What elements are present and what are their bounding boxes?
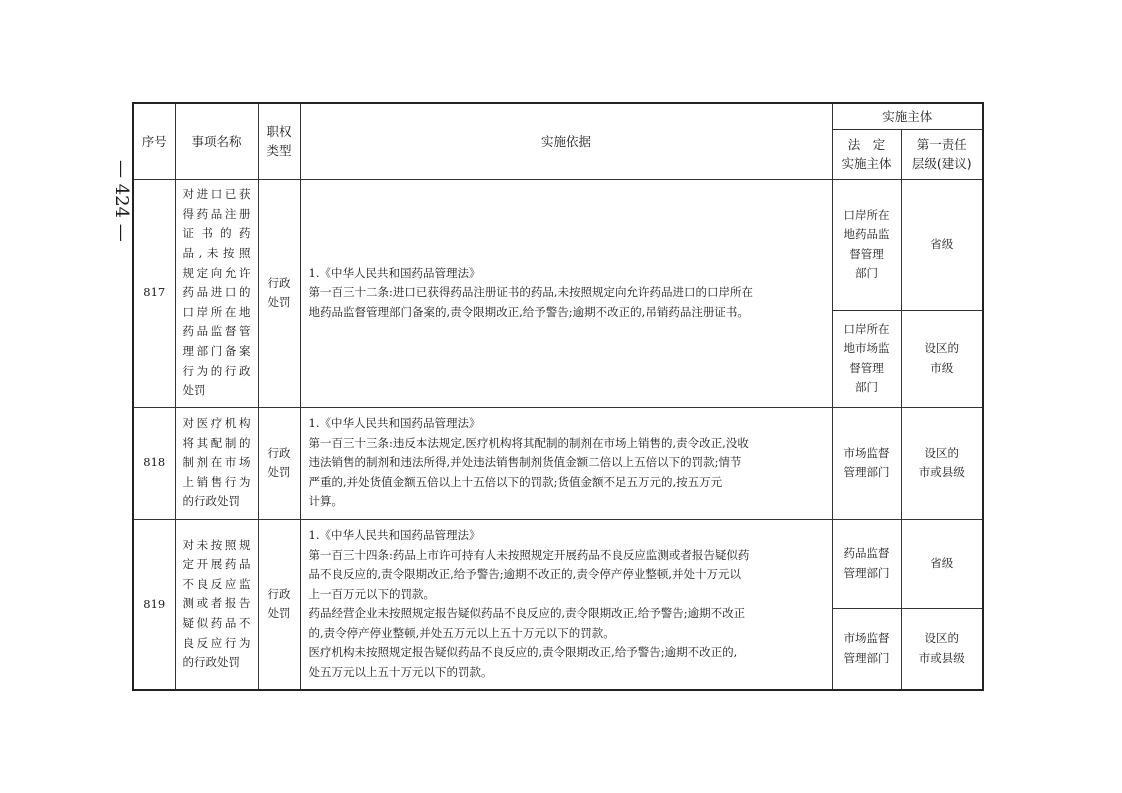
legal-basis-line: 1.《中华人民共和国药品管理法》: [308, 416, 481, 431]
legal-basis-cell: [300, 519, 832, 690]
legal-basis-line: 第一百三十三条:违反本法规定,医疗机构将其配制的制剂在市场上销售的,责令改正,没收: [308, 435, 749, 450]
legal-basis-line: 药品经营企业未按照规定报告疑似药品不良反应的,责令限期改正,给予警告;逾期不改正: [308, 606, 746, 621]
responsibility-level-cell: [901, 179, 983, 310]
item-name-line: 定开展药品: [182, 557, 251, 572]
item-name-line: 理部门备案: [182, 343, 251, 358]
serial-number-cell: 818: [133, 407, 175, 519]
header-responsibility-level-line: 层级(建议): [911, 156, 972, 171]
authority-type-line: 行政: [267, 445, 291, 460]
legal-basis-line: 的,责令停产停业整顿,并处五万元以上五十万元以下的罚款。: [308, 625, 615, 640]
legal-basis-line: 第一百三十二条:进口已获得药品注册证书的药品,未按照规定向允许药品进口的口岸所在: [308, 285, 754, 300]
authority-type-line: 处罚: [267, 295, 291, 309]
legal-basis-line: 处五万元以上五十万元以下的罚款。: [308, 664, 493, 679]
authority-type-line: 处罚: [267, 606, 291, 621]
legal-subject-line: 督管理: [849, 360, 884, 375]
header-authority-type-line: 职权: [266, 124, 292, 140]
item-name-cell: [175, 179, 258, 407]
header-authority-type: [258, 103, 300, 179]
table-row: [133, 179, 983, 310]
legal-subject-line: 口岸所在: [843, 207, 890, 222]
legal-subject-line: 口岸所在: [843, 321, 890, 336]
responsibility-level-cell: [901, 310, 983, 407]
legal-subject-cell: [832, 179, 901, 310]
item-name-line: 处罚: [182, 383, 206, 398]
responsibility-level-line: 省级: [930, 555, 954, 570]
legal-subject-line: 管理部门: [843, 565, 890, 580]
responsibility-level-cell: [901, 608, 983, 690]
header-authority-type-line: 类型: [266, 143, 292, 159]
authority-type-cell: [258, 519, 300, 690]
item-name-line: 不良反应监: [182, 576, 251, 591]
legal-subject-cell: [832, 608, 901, 690]
responsibility-level-line: 市级: [930, 360, 954, 375]
legal-subject-cell: [832, 407, 901, 519]
item-name-line: 的行政处罚: [182, 494, 240, 509]
responsibility-level-cell: [901, 407, 983, 519]
authority-type-cell: [258, 179, 300, 407]
header-implementing-subject: 实施主体: [832, 103, 983, 129]
header-legal-subject-line: 法 定: [847, 137, 886, 152]
legal-basis-line: 1.《中华人民共和国药品管理法》: [308, 528, 481, 543]
legal-basis-line: 上一百万元以下的罚款。: [308, 586, 435, 601]
item-name-line: 制剂在市场: [182, 455, 251, 470]
responsibility-level-line: 设区的: [924, 341, 959, 355]
enforcement-items-table: [132, 102, 984, 691]
item-name-line: 药品监督管: [182, 324, 251, 339]
legal-basis-line: 品不良反应的,责令限期改正,给予警告;逾期不改正的,责令停产停业整顿,并处十万元以: [308, 567, 741, 582]
legal-subject-line: 部门: [855, 380, 878, 394]
item-name-cell: [175, 407, 258, 519]
legal-subject-line: 管理部门: [843, 650, 890, 665]
page-number: — 424 —: [111, 160, 132, 242]
legal-basis-line: 严重的,并处货值金额五倍以上十五倍以下的罚款;货值金额不足五万元的,按五万元: [308, 474, 723, 489]
header-responsibility-level: [901, 129, 983, 179]
legal-basis-line: 1.《中华人民共和国药品管理法》: [308, 265, 481, 280]
item-name-line: 口岸所在地: [182, 304, 251, 319]
legal-subject-line: 市场监督: [843, 445, 890, 460]
legal-basis-cell: [300, 407, 832, 519]
legal-basis-line: 地药品监督管理部门备案的,责令限期改正,给予警告;逾期不改正的,吊销药品注册证书。: [308, 304, 749, 319]
responsibility-level-line: 设区的: [924, 445, 959, 460]
responsibility-level-line: 市或县级: [918, 650, 965, 665]
item-name-line: 对医疗机构: [182, 416, 251, 431]
header-legal-subject: [832, 129, 901, 179]
legal-basis-line: 第一百三十四条:药品上市许可持有人未按照规定开展药品不良反应监测或者报告疑似药: [308, 547, 750, 562]
item-name-line: 良反应行为: [182, 635, 251, 650]
serial-number-cell: 817: [133, 179, 175, 407]
item-name-line: 疑似药品不: [182, 616, 251, 631]
legal-subject-line: 管理部门: [843, 465, 890, 479]
legal-basis-line: 违法销售的制剂和违法所得,并处违法销售制剂货值金额二倍以上五倍以下的罚款;情节: [308, 455, 742, 470]
authority-type-line: 行政: [267, 586, 291, 601]
item-name-line: 品,未按照: [182, 246, 251, 261]
item-name-line: 将其配制的: [182, 435, 251, 450]
table-row: [133, 407, 983, 519]
authority-type-cell: [258, 407, 300, 519]
table-row: [133, 519, 983, 608]
item-name-line: 的行政处罚: [182, 655, 240, 670]
item-name-line: 上销售行为: [182, 474, 251, 489]
item-name-line: 规定向允许: [182, 265, 251, 280]
responsibility-level-line: 省级: [930, 236, 954, 251]
legal-subject-line: 部门: [855, 266, 878, 280]
legal-basis-line: 计算。: [308, 494, 343, 509]
item-name-line: 对进口已获: [182, 187, 251, 202]
item-name-line: 行为的行政: [182, 363, 251, 378]
legal-subject-line: 药品监督: [843, 546, 890, 560]
item-name-line: 对未按照规: [182, 537, 251, 552]
header-legal-basis: 实施依据: [300, 103, 832, 179]
responsibility-level-line: 市或县级: [918, 465, 965, 479]
header-responsibility-level-line: 第一责任: [916, 137, 967, 152]
header-item-name: 事项名称: [175, 103, 258, 179]
item-name-line: 测或者报告: [182, 596, 251, 611]
legal-basis-cell: [300, 179, 832, 407]
authority-type-line: 行政: [267, 275, 291, 290]
authority-type-line: 处罚: [267, 465, 291, 479]
legal-subject-line: 督管理: [849, 246, 884, 261]
item-name-line: 得药品注册: [182, 206, 251, 221]
item-name-cell: [175, 519, 258, 690]
responsibility-level-line: 设区的: [924, 631, 959, 646]
header-serial-number: 序号: [133, 103, 175, 179]
serial-number-cell: 819: [133, 519, 175, 690]
legal-subject-line: 地药品监: [843, 227, 890, 241]
header-legal-subject-line: 实施主体: [841, 156, 892, 171]
item-name-line: 药品进口的: [182, 285, 251, 300]
legal-basis-line: 医疗机构未按照规定报告疑似药品不良反应的,责令限期改正,给予警告;逾期不改正的,: [308, 645, 738, 660]
legal-subject-line: 市场监督: [843, 631, 890, 646]
item-name-line: 证书的药: [182, 226, 251, 241]
legal-subject-line: 地市场监: [843, 341, 890, 355]
legal-subject-cell: [832, 310, 901, 407]
responsibility-level-cell: [901, 519, 983, 608]
legal-subject-cell: [832, 519, 901, 608]
